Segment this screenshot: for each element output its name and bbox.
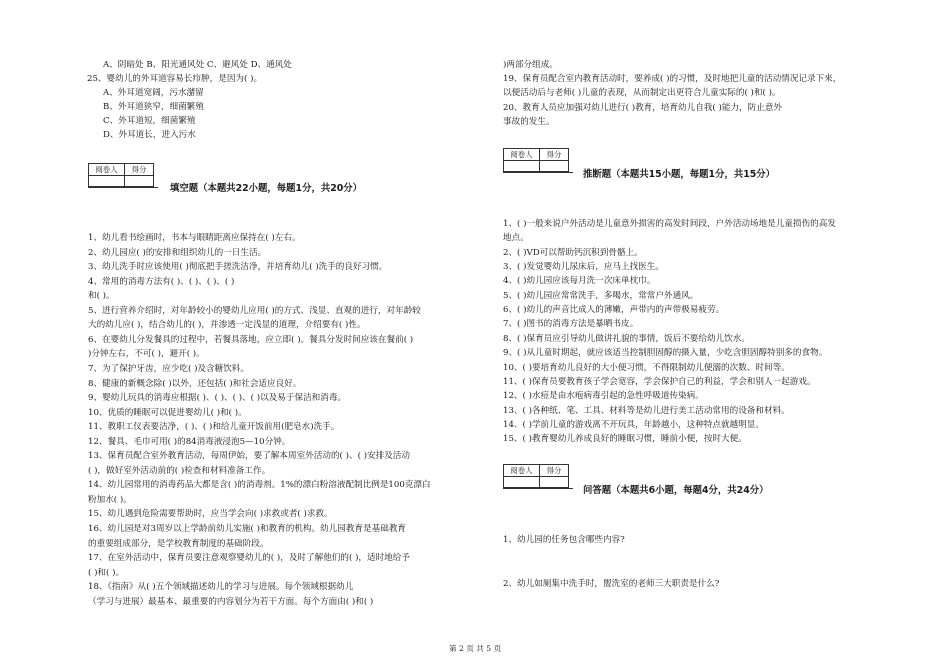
question-line: 7、为了保护牙齿，应少吃( )及含糖饮料。 [88,363,249,374]
question-line: 8、( )保育员应引导幼儿做讲礼貌的事情，饭后不要给幼儿饮水。 [503,333,750,344]
question-line: 12、餐具、毛巾可用( )的84消毒液浸泡5—10分钟。 [88,436,291,447]
question-line: 9、( )从儿童时期起，就应该适当控制胆固醇的摄入量，少吃含胆固醇特别多的食物。 [503,348,828,359]
question-line: 10、( )要培育幼儿良好的大小便习惯，不得限制幼儿便溺的次数、时间等。 [503,362,790,373]
score-label: 得分 [540,465,569,477]
question-line: ( )和( )。 [88,567,125,578]
question-line: )两部分组成。 [503,60,558,70]
score-label: 得分 [540,149,569,161]
question-line: 3、幼儿洗手时应该使用( )彻底把手搓洗洁净，并培育幼儿( )洗手的良好习惯。 [88,262,388,273]
question-line: 6、( )幼儿的声音比成人的薄嫩，声带内的声带极易疲劳。 [503,305,725,316]
score-cell [540,477,569,488]
question-line: 4、常用的消毒方法有( )、( )、( )、( ) [88,276,235,287]
reviewer-cell [504,161,540,172]
question-line: 6、在婴幼儿分发餐具的过程中，若餐具落地，应立即( )。餐具分发时间应该在餐前( ) [88,334,414,345]
fill-section-title: 填空题（本题共22小题，每题1分，共20分） [170,183,362,194]
reviewer-cell [504,477,540,488]
qa-section-title: 问答题（本题共6小题，每题4分，共24分） [583,485,769,496]
question-line: 19、保育员配合室内教育活动时，要养成( )的习惯，及时地把儿童的活动情况记录下来， [503,74,842,85]
question-line: 18、《指南》从( )五个领域描述幼儿的学习与进展。每个领域根据幼儿 [88,582,354,593]
question-line: 以便活动后与老师( )儿童的表现，从而制定出更符合儿童实际的( )和( )。 [503,88,781,99]
reviewer-cell [89,176,125,187]
question-line: 7、( )图书的消毒方法是暴晒书皮。 [503,319,639,330]
judge-section-title: 推断题（本题共15小题，每题1分，共15分） [583,169,775,180]
question-line: 5、进行营养介绍时，对年龄较小的婴幼儿应用( )的方式、浅显、直观的进行，对年龄较 [88,305,421,316]
question-line: 大的幼儿应( )，结合幼儿的( )，并渗透一定浅显的道理，介绍要有( )性。 [88,320,366,331]
q25-option-d: D、外耳道长，进入污水 [103,130,196,140]
question-line: 2、( )VD可以帮助钙沉积到骨骼上。 [503,247,643,258]
qa-question-2: 2、幼儿如厕集中洗手时，盥洗室的老师三大职责是什么? [503,579,720,589]
question-line: 13、保育员配合室外教育活动，每周伊始，要了解本周室外活动的( )、( )安排及活动 [88,451,410,462]
q25-stem: 25、婴幼儿的外耳道容易长疖肿，是因为( )。 [87,74,263,84]
question-line: 10、优质的睡眠可以促进婴幼儿( )和( )。 [88,407,247,418]
question-line: 1、( )一般来说户外活动是儿童意外损害的高发时间段，户外活动场地是儿童损伤的高发 [503,219,836,229]
question-line: 15、( )教育婴幼儿养成良好的睡眠习惯，睡前小便，按时大便。 [503,434,747,445]
fill-score-box [88,163,154,187]
question-line: 的重要组成部分，是学校教育制度的基础阶段。 [88,538,269,549]
judge-section-divider [503,172,573,173]
question-line: 2、幼儿园应( )的安排和组织幼儿的一日生活。 [88,247,267,258]
q25-option-a: A、外耳道宽阔，污水潴留 [103,88,204,98]
question-line: 14、( )学前儿童的游戏离不开玩具，年龄越小，这种特点就越明显。 [503,419,764,430]
question-line: 事故的发生。 [503,116,555,127]
question-line: 4、( )幼儿园应该每月洗一次床单枕巾。 [503,276,656,287]
score-cell [540,161,569,172]
qa-score-box [503,464,569,488]
q24-options: A、阴暗处 B、阳光通风处 C、避风处 D、通风处 [103,60,292,70]
question-line: 15、幼儿遇到危险需要帮助时，应当学会向( )求救或者( )求救。 [88,509,333,520]
page-footer: 第 2 页 共 5 页 [448,644,502,653]
question-line: 12、( )水痘是由水疱病毒引起的急性呼吸道传染病。 [503,391,704,402]
q25-option-c: C、外耳道短，细菌繁殖 [103,116,196,126]
question-line: 8、健康的新概念除( )以外，还包括( )和社会适应良好。 [88,378,302,389]
question-line: （学习与进展）最基本、最重要的内容划分为若干方面。每个方面由( )和( ) [88,596,374,607]
question-line: 1、幼儿看书绘画时，书本与眼睛距离应保持在( )左右。 [88,233,301,243]
reviewer-label: 阅卷人 [504,149,540,161]
judge-score-box [503,148,569,172]
question-line: 11、( )保育员要教育孩子学会宽容，学会保护自己的利益，学会和别人一起游戏。 [503,376,816,387]
question-line: 9、婴幼儿玩具的消毒应根据( )、( )、( )、( )以及易于保洁和消毒。 [88,393,347,404]
question-line: 和( )。 [88,291,115,302]
question-line: 14、幼儿园常用的消毒药品大都是含( )的消毒剂。1%的漂白粉溶液配制比例是100克漂白 [88,480,431,491]
question-line: 地点。 [503,233,529,244]
question-line: )分钟左右，不可( )，避开( )。 [88,349,205,360]
reviewer-label: 阅卷人 [504,465,540,477]
question-line: 13、( )各种纸、笔、工具、材料等是幼儿进行美工活动常用的设备和材料。 [503,405,790,416]
question-line: 16、幼儿园是对3周岁以上学龄前幼儿实施( )和教育的机构。幼儿园教育是基础教育 [88,524,407,534]
fill-section-divider [88,187,158,188]
score-label: 得分 [125,164,154,176]
question-line: 20、教育人员应加强对幼儿进行( )教育，培育幼儿自我( )能力，防止意外 [503,102,783,113]
question-line: 粉加水( )。 [88,494,132,505]
question-line: 5、( )幼儿园应常常洗手，多喝水，常常户外通风。 [503,290,699,301]
qa-question-1: 1、幼儿园的任务包含哪些内容? [503,535,625,545]
question-line: 11、教职工仪表要洁净，( )、( )和给儿童开饭前用(肥皂水)洗手。 [88,422,340,433]
question-line: 3、( )发觉婴幼儿尿床后，应马上找医生。 [503,262,664,273]
question-line: ( )，做好室外活动前的( )检查和材料准备工作。 [88,465,271,476]
score-cell [125,176,154,187]
reviewer-label: 阅卷人 [89,164,125,176]
qa-section-divider [503,488,573,489]
q25-option-b: B、外耳道狭窄，细菌繁殖 [103,102,204,112]
question-line: 17、在室外活动中，保育员要注意观察婴幼儿的( )，及时了解他们的( )，适时地给予 [88,553,410,564]
